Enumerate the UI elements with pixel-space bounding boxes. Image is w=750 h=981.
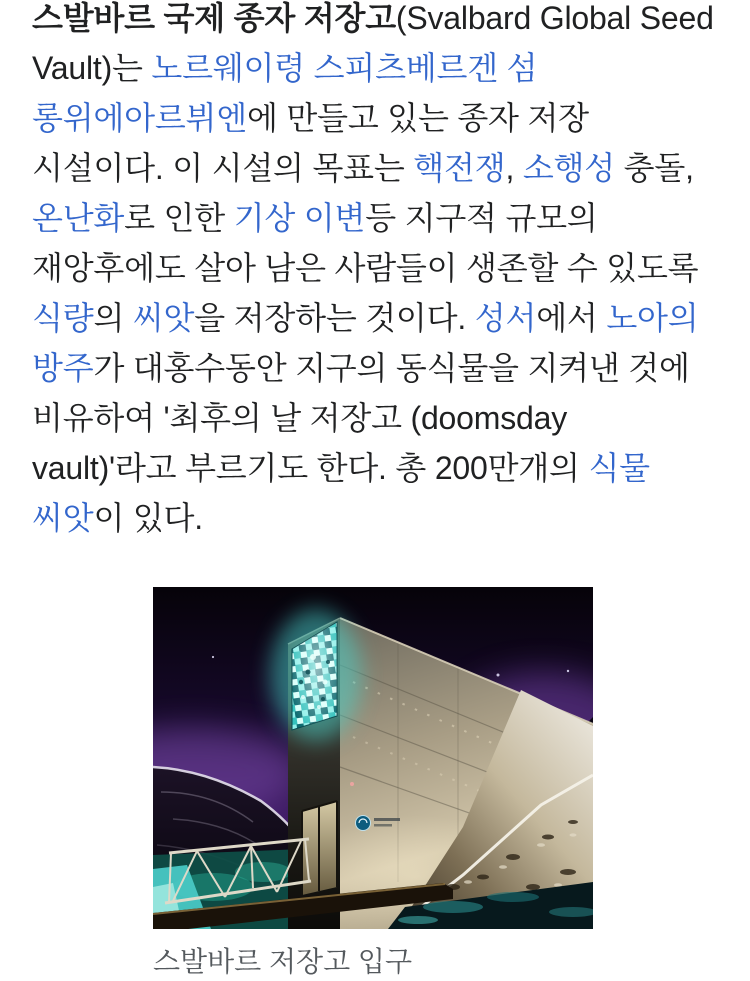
lead-text: 가 대홍수동안 지구의 동식물을 지켜낸 것에 비유하여 '최후의 날 저장고 (doomsday vault)'라고 부르기도 한다. 총 200만개의 [32, 350, 690, 486]
wall-light [350, 782, 354, 786]
wiki-link[interactable]: 노아의 방주 [32, 300, 699, 386]
lead-text: 로 인한 [124, 200, 234, 236]
lead-text: 충돌, [614, 150, 694, 186]
lead-text: 에서 [536, 300, 607, 336]
thumbnail-figure [153, 587, 593, 981]
wiki-link[interactable]: 온난화 [32, 200, 125, 236]
lead-text: 이 있다. [93, 500, 203, 536]
wiki-link[interactable]: 식량 [32, 300, 94, 336]
wiki-link[interactable]: 성서 [474, 300, 537, 336]
lead-text: 등 지구적 규모의 재앙후에도 살아 남은 사람들이 생존할 수 있도록 [32, 200, 699, 286]
lead-text: 에 만들고 있는 종자 저장 시설이다. 이 시설의 목표는 [32, 100, 589, 186]
image-caption: 스발바르 저장고 입구 [153, 946, 412, 977]
vault-photo[interactable] [153, 587, 593, 929]
lead-text: , [505, 150, 523, 186]
lead-text: 의 [93, 300, 133, 336]
lead-text: 을 저장하는 것이다. [194, 300, 475, 336]
article-title-text: 스발바르 국제 종자 저장고 [32, 0, 396, 36]
wiki-link[interactable]: 식물 씨앗 [32, 450, 650, 536]
wiki-link[interactable]: 소행성 [522, 150, 615, 186]
wiki-link[interactable]: 노르웨이령 스피츠베르겐 섬 롱위에아르뷔엔 [32, 50, 538, 136]
wiki-link[interactable]: 씨앗 [132, 300, 195, 336]
wiki-link[interactable]: 핵전쟁 [413, 150, 506, 186]
lead-text: (Svalbard Global Seed Vault)는 [32, 0, 714, 86]
wiki-link[interactable]: 기상 이변 [233, 200, 366, 236]
